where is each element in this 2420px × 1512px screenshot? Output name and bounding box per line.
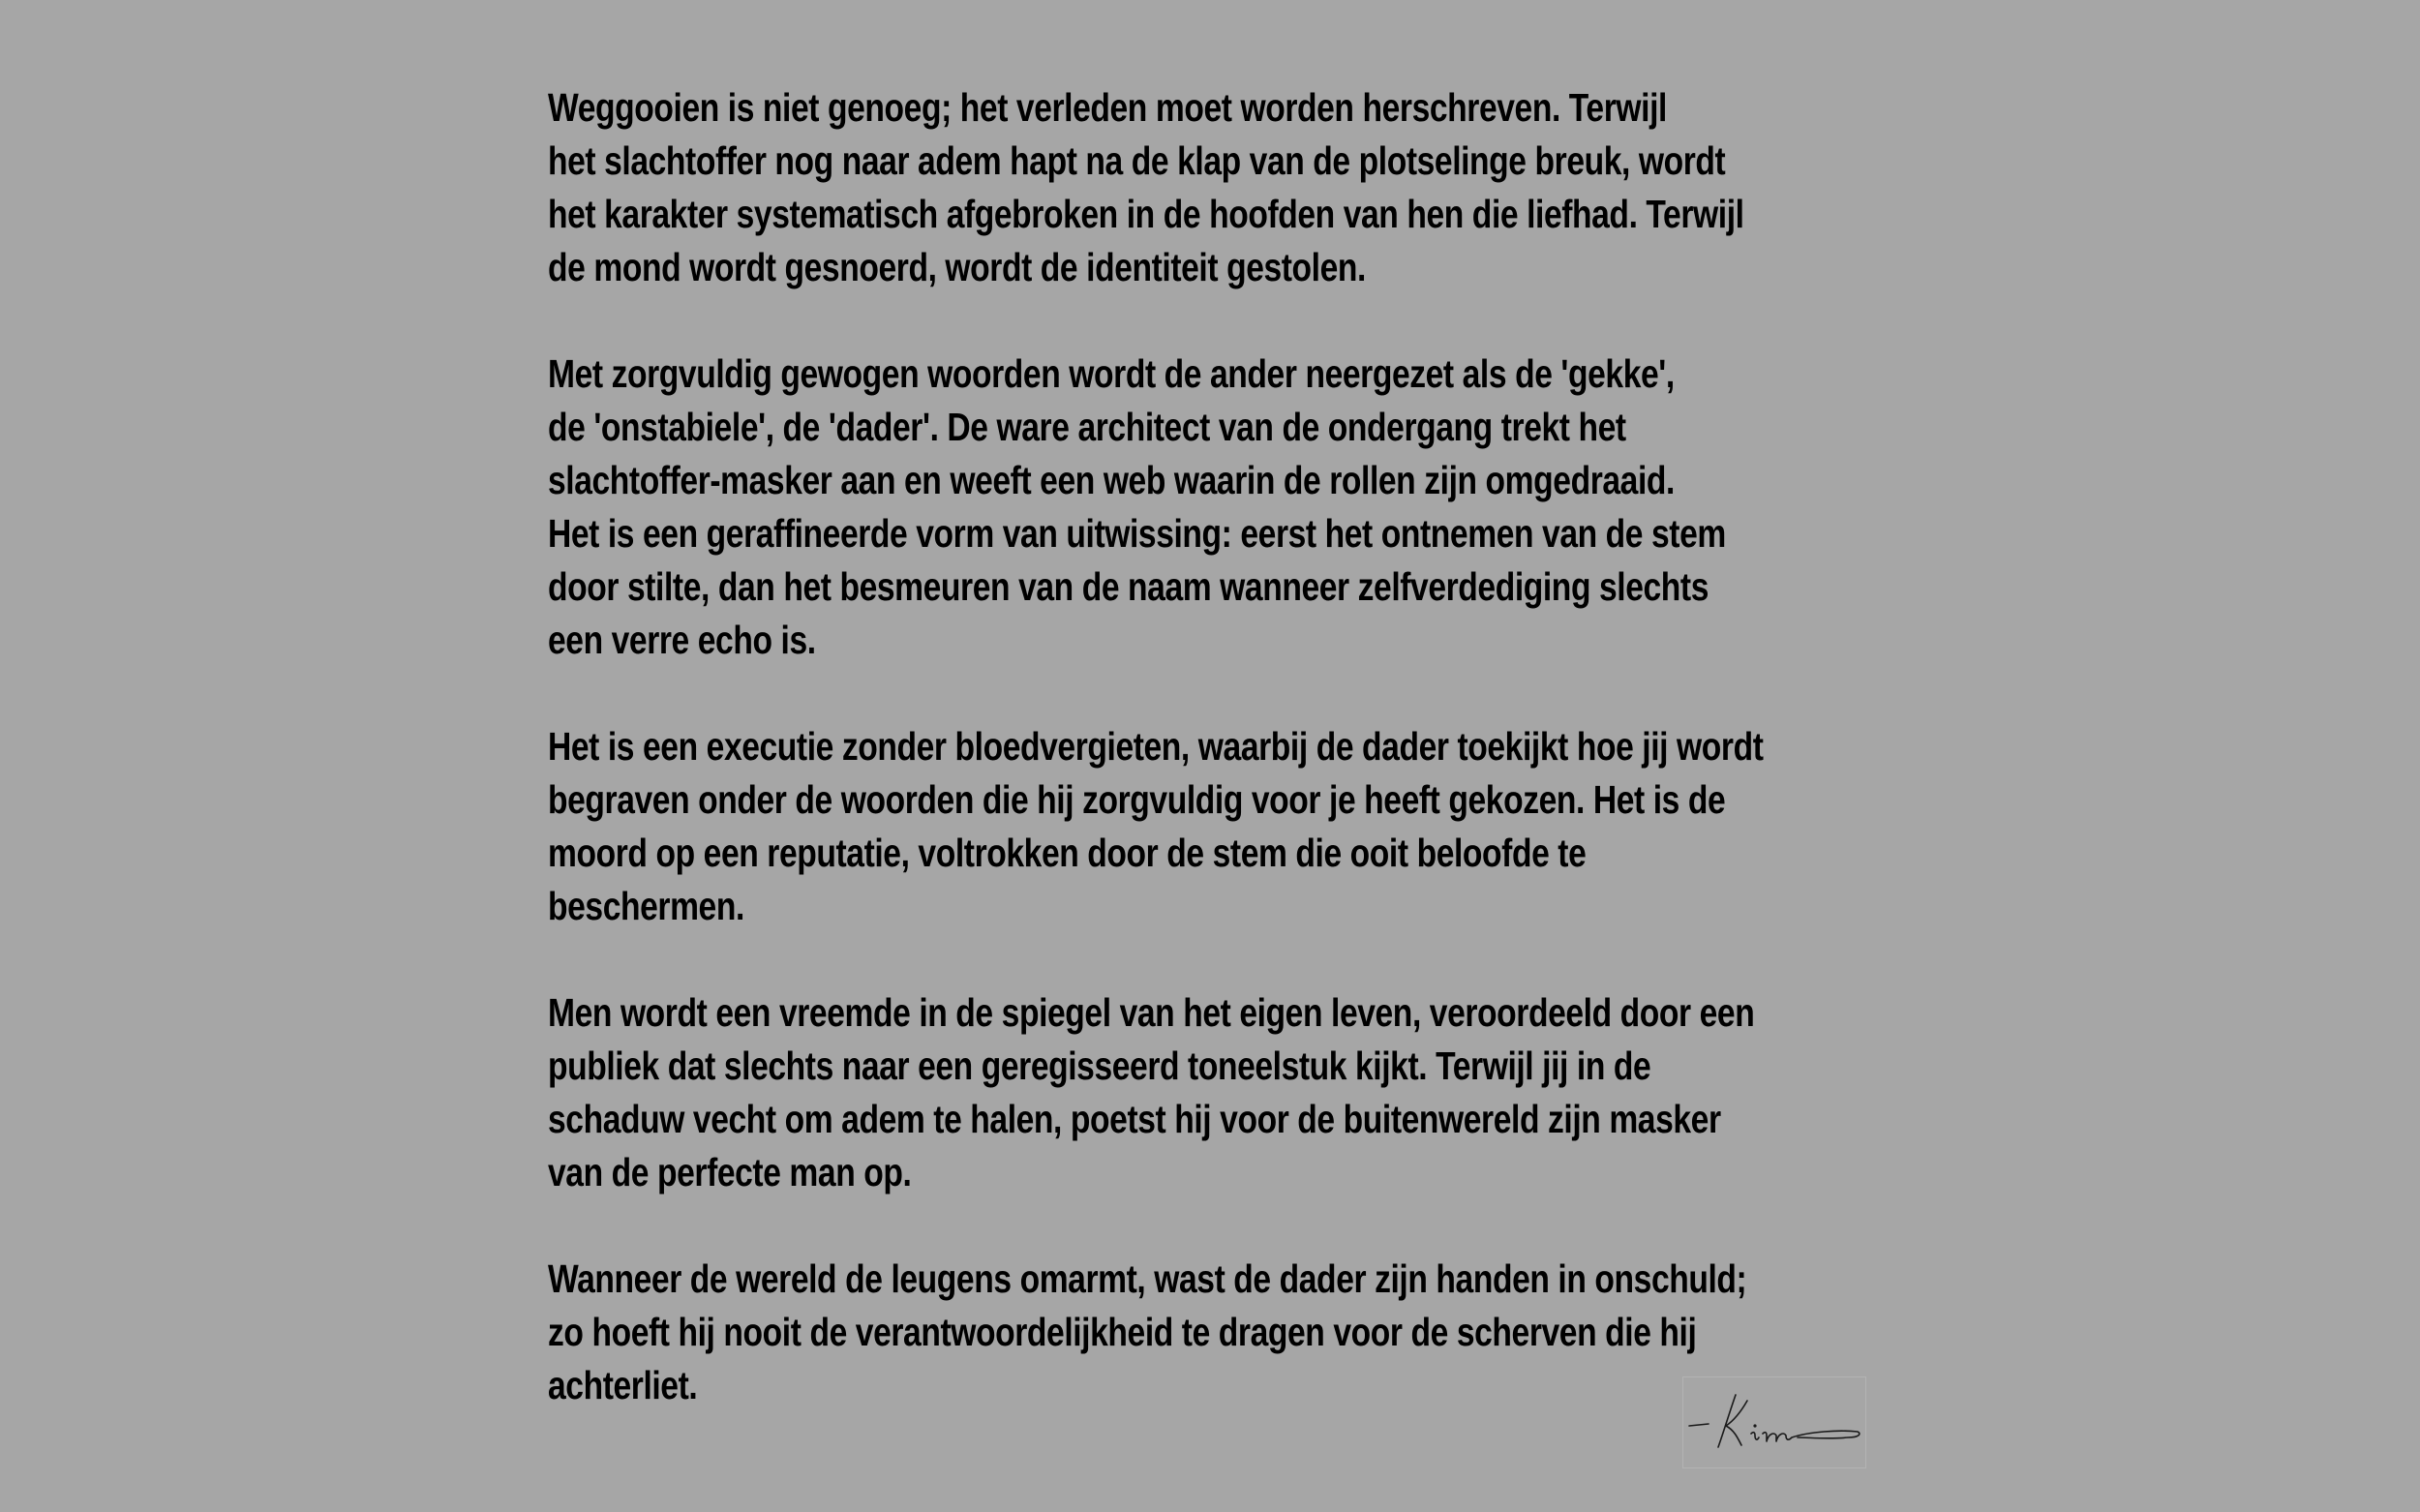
signature-icon <box>1683 1377 1867 1469</box>
paragraph-2 <box>548 348 1884 667</box>
text-line: schaduw vecht om adem te halen, poetst hij voor de buitenwereld zijn masker <box>548 1097 1721 1141</box>
text-line: een verre echo is. <box>548 618 816 662</box>
text-line: moord op een reputatie, voltrokken door de stem die ooit beloofde te <box>548 831 1587 875</box>
text-document <box>548 81 1884 1466</box>
text-line: de 'onstabiele', de 'dader'. De ware architect van de ondergang trekt het <box>548 405 1626 449</box>
text-line: de mond wordt gesnoerd, wordt de identiteit gestolen. <box>548 245 1366 289</box>
text-line: het karakter systematisch afgebroken in de hoofden van hen die liefhad. Terwijl <box>548 192 1744 236</box>
text-line: Met zorgvuldig gewogen woorden wordt de ander neergezet als de 'gekke', <box>548 351 1675 396</box>
text-line: van de perfecte man op. <box>548 1150 912 1194</box>
text-line: slachtoffer-masker aan en weeft een web waarin de rollen zijn omgedraaid. <box>548 458 1675 502</box>
text-line: Wanneer de wereld de leugens omarmt, wast de dader zijn handen in onschuld; <box>548 1256 1747 1301</box>
text-line: begraven onder de woorden die hij zorgvuldig voor je heeft gekozen. Het is de <box>548 777 1726 822</box>
paragraph-4 <box>548 986 1884 1199</box>
text-line: Men wordt een vreemde in de spiegel van het eigen leven, veroordeeld door een <box>548 990 1755 1035</box>
text-line: achterliet. <box>548 1363 698 1407</box>
text-line: zo hoeft hij nooit de verantwoordelijkheid te dragen voor de scherven die hij <box>548 1310 1697 1354</box>
text-line: door stilte, dan het besmeuren van de naam wanneer zelfverdediging slechts <box>548 564 1709 609</box>
signature-kim <box>1682 1376 1866 1468</box>
text-line: Weggooien is niet genoeg; het verleden moet worden herschreven. Terwijl <box>548 85 1667 130</box>
text-line: beschermen. <box>548 884 744 928</box>
paragraph-3 <box>548 720 1884 933</box>
text-line: het slachtoffer nog naar adem hapt na de klap van de plotselinge breuk, wordt <box>548 138 1726 183</box>
text-line: publiek dat slechts naar een geregisseerd toneelstuk kijkt. Terwijl jij in de <box>548 1043 1651 1088</box>
text-line: Het is een executie zonder bloedvergieten, waarbij de dader toekijkt hoe jij wordt <box>548 724 1764 769</box>
text-line: Het is een geraffineerde vorm van uitwissing: eerst het ontnemen van de stem <box>548 511 1726 556</box>
paragraph-1 <box>548 81 1884 294</box>
